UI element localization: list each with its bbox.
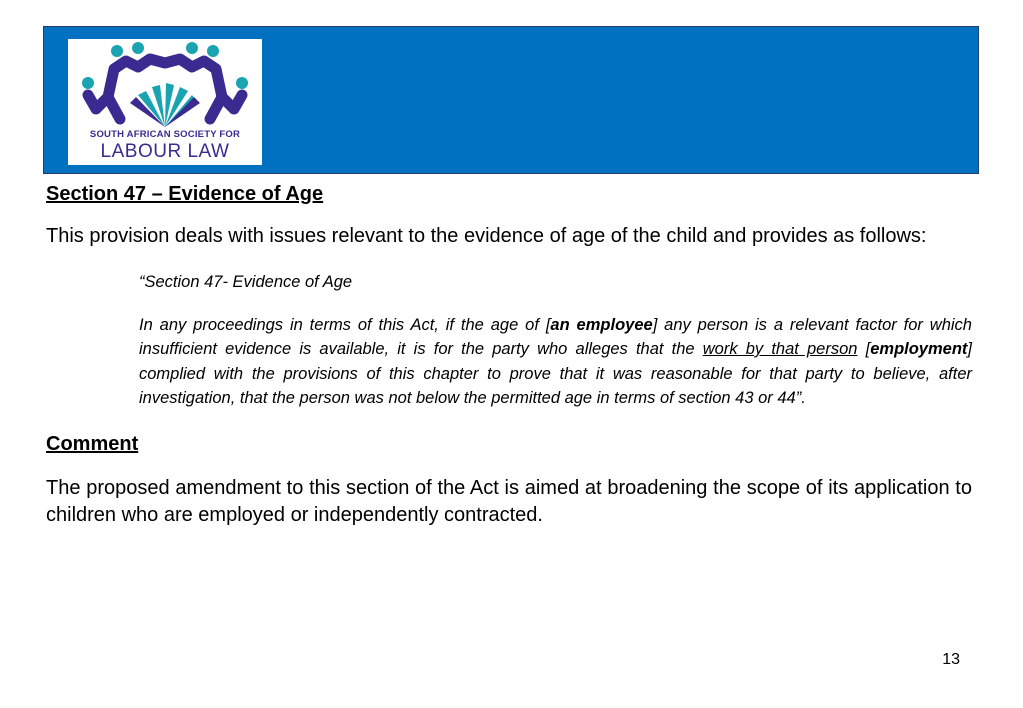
quote-text-2: ] any person is a relevant factor for which insufficient evidence is available, it is for the party who alleges that the — [139, 315, 972, 358]
logo-title: LABOUR LAW — [100, 141, 230, 162]
quote-text-1: In any proceedings in terms of this Act, if the age of [ — [139, 315, 551, 334]
intro-paragraph: This provision deals with issues relevant to the evidence of age of the child and provides as follows: — [46, 225, 927, 247]
page-number: 13 — [942, 651, 960, 668]
slide-content — [46, 181, 972, 529]
quote-text-4: ] complied with the provisions of this chapter to prove that it was reasonable for that party to believe, after investigation, that the person was not below the permitted age in terms of section 43 or 44”. — [139, 340, 972, 407]
quote-bold-2: employment — [870, 340, 968, 358]
section-heading: Section 47 – Evidence of Age — [46, 183, 324, 205]
comment-heading: Comment — [46, 432, 139, 455]
header-banner — [43, 26, 979, 174]
logo-subtitle: SOUTH AFRICAN SOCIETY FOR — [89, 129, 241, 140]
quote-underlined-1: work by that person — [702, 340, 858, 358]
quote-body — [139, 313, 972, 411]
quote-text-3: [ — [857, 340, 871, 358]
quote-bold-1: an employee — [550, 315, 653, 334]
comment-paragraph: The proposed amendment to this section of the Act is aimed at broadening the scope of its application to children who are employed or independently contracted. — [46, 476, 972, 526]
people-chain-icon — [68, 39, 262, 131]
sasll-logo — [68, 39, 262, 165]
quote-title: “Section 47- Evidence of Age — [139, 273, 353, 291]
quoted-provision — [139, 270, 972, 411]
